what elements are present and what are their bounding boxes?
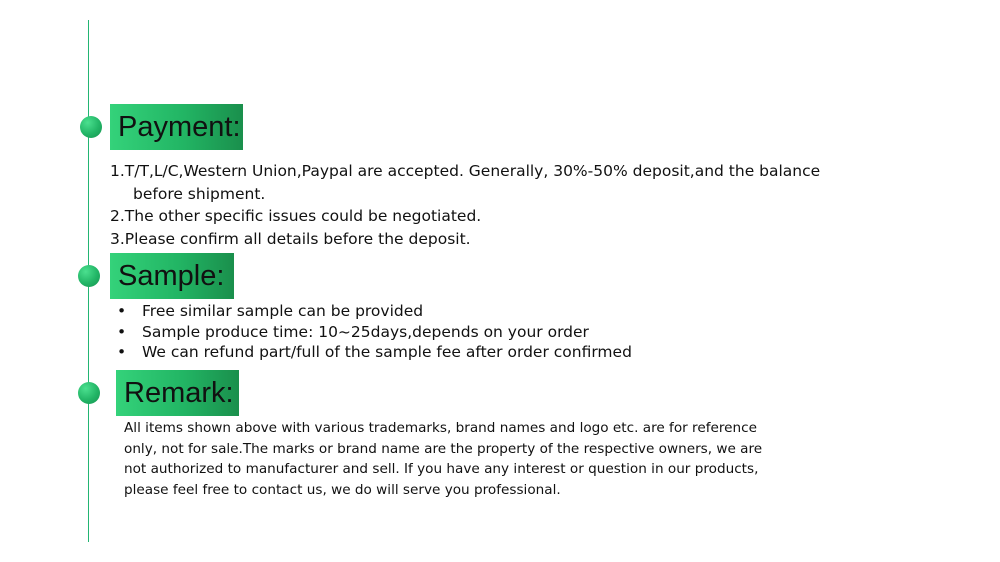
sample-heading: [110, 253, 234, 299]
remark-heading-text: Remark:: [124, 376, 234, 409]
sample-list-item: • Free similar sample can be provided: [117, 301, 632, 322]
remark-text: [124, 418, 762, 500]
payment-line-2: 2.The other specific issues could be negotiated.: [110, 207, 482, 226]
sample-list: [117, 301, 632, 363]
sample-list-item: • We can refund part/full of the sample fee after order confirmed: [117, 342, 632, 363]
remark-line-2: only, not for sale.The marks or brand name are the property of the respective owners, we are: [124, 440, 763, 457]
payment-heading: [110, 104, 243, 150]
remark-bullet-dot: [78, 382, 100, 404]
payment-heading-text: Payment:: [118, 110, 241, 143]
payment-line-1: 1.T/T,L/C,Western Union,Paypal are accepted. Generally, 30%-50% deposit,and the balance: [110, 162, 821, 180]
sample-heading-text: Sample:: [118, 259, 225, 292]
payment-line-3: 3.Please confirm all details before the deposit.: [110, 230, 471, 249]
remark-line-3: not authorized to manufacturer and sell. If you have any interest or question in our products,: [124, 461, 759, 477]
remark-line-4: please feel free to contact us, we do will serve you professional.: [124, 481, 561, 498]
payment-text: [110, 160, 820, 251]
remark-heading: [116, 370, 239, 416]
payment-line-1-continued: before shipment.: [133, 184, 266, 203]
payment-bullet-dot: [80, 116, 102, 138]
sample-bullet-dot: [78, 265, 100, 287]
sample-list-item: • Sample produce time: 10~25days,depends on your order: [117, 322, 632, 343]
remark-line-1: All items shown above with various trademarks, brand names and logo etc. are for reference: [124, 420, 757, 436]
